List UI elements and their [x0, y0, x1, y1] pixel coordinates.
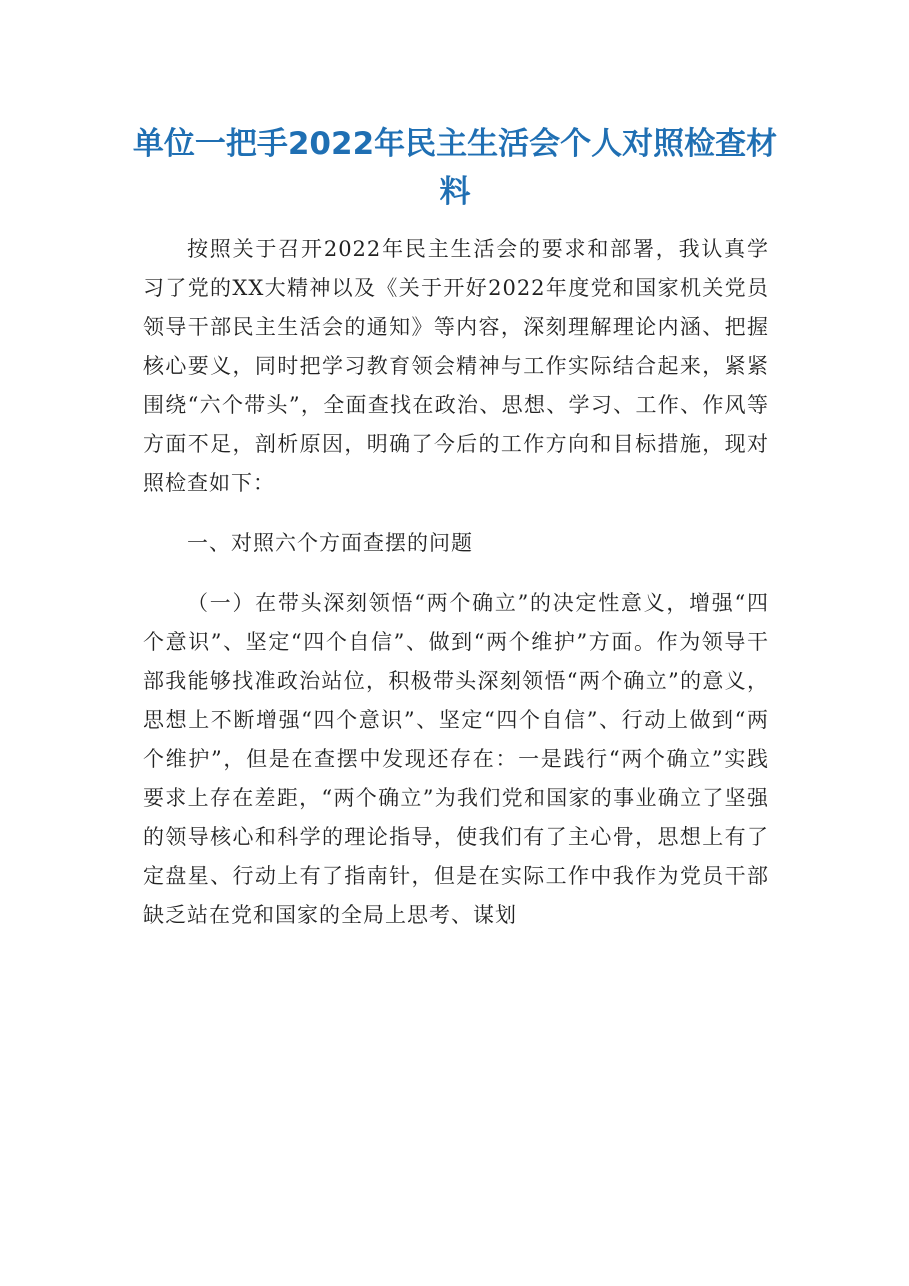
section-heading: 一、对照六个方面查摆的问题 [187, 531, 473, 555]
intro-paragraph: 按照关于召开2022年民主生活会的要求和部署，我认真学习了党的XX大精神以及《关于开好2022年度党和国家机关党员领导干部民主生活会的通知》等内容，深刻理解理论内涵、把握核心要义，同时把学习教育领会精神与工作实际结合起来，紧紧围绕“六个带头”，全面查找在政治、思想、学习、工作、作风等方面不足，剖析原因，明确了今后的工作方向和目标措施，现对照检查如下： [143, 237, 769, 495]
document-title: 单位一把手2022年民主生活会个人对照检查材料 [132, 126, 778, 210]
section-paragraph: （一）在带头深刻领悟“两个确立”的决定性意义，增强“四个意识”、坚定“四个自信”、做到“两个维护”方面。作为领导干部我能够找准政治站位，积极带头深刻领悟“两个确立”的意义，思想上不断增强“四个意识”、坚定“四个自信”、行动上做到“两个维护”，但是在查摆中发现还存在：一是践行“两个确立”实践要求上存在差距，“两个确立”为我们党和国家的事业确立了坚强的领导核心和科学的理论指导，使我们有了主心骨，思想上有了定盘星、行动上有了指南针，但是在实际工作中我作为党员干部缺乏站在党和国家的全局上思考、谋划 [143, 591, 769, 927]
document-body [143, 230, 769, 956]
